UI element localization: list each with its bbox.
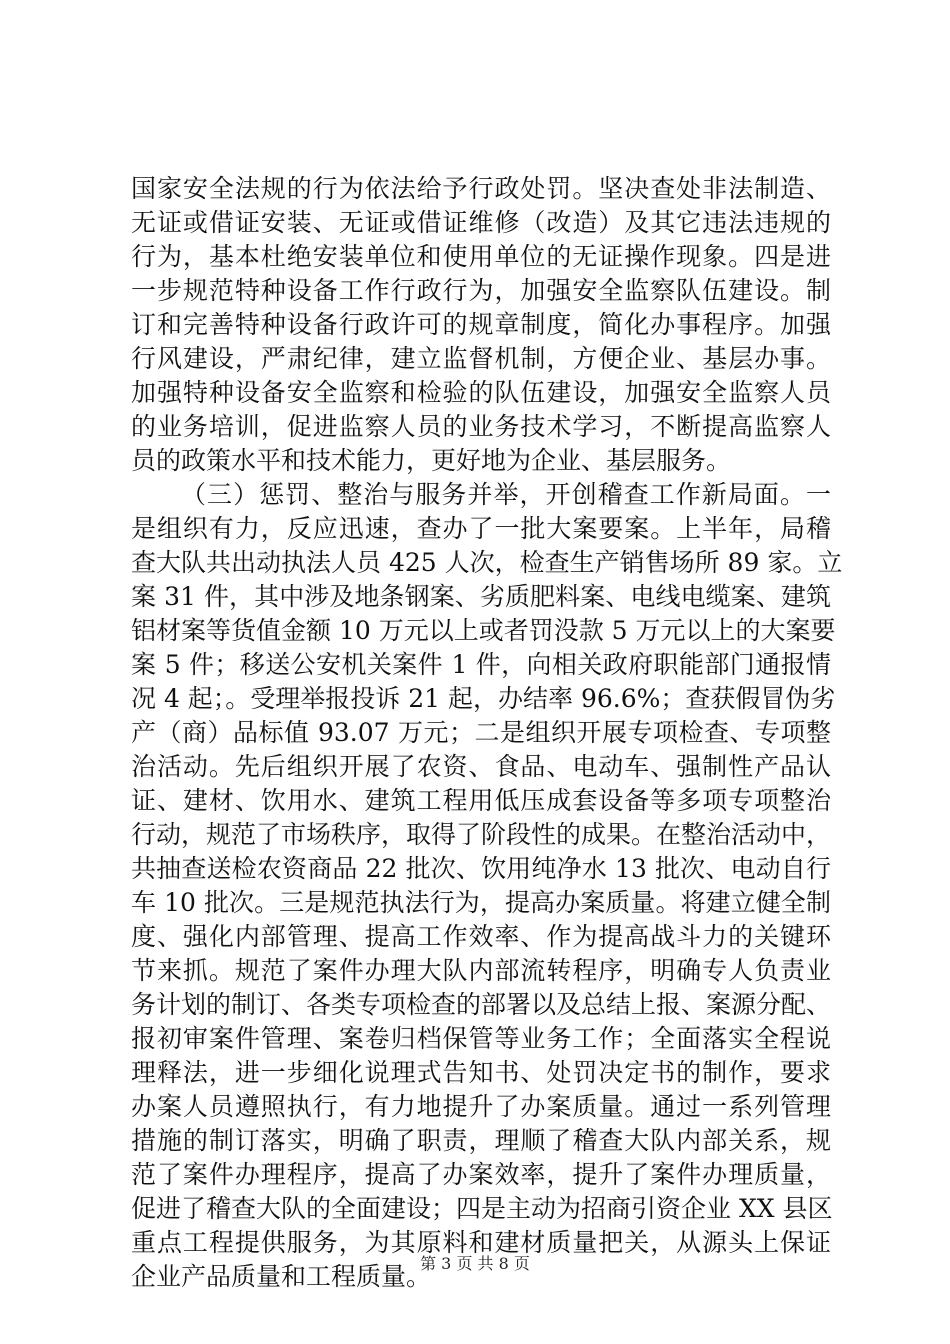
text-line: 况 4 起；。受理举报投诉 21 起，办结率 96.6%；查获假冒伪劣 — [131, 684, 836, 713]
text-line: 行为，基本杜绝安装单位和使用单位的无证操作现象。四是进 — [131, 242, 831, 271]
text-line: 节来抓。规范了案件办理大队内部流转程序，明确专人负责业 — [131, 956, 831, 985]
text-line: 治活动。先后组织开展了农资、食品、电动车、强制性产品认 — [131, 752, 831, 781]
text-line: 员的政策水平和技术能力，更好地为企业、基层服务。 — [131, 446, 732, 475]
text-line: 促进了稽查大队的全面建设；四是主动为招商引资企业 XX 县区 — [131, 1194, 833, 1223]
text-line: 案 31 件，其中涉及地条钢案、劣质肥料案、电线电缆案、建筑 — [131, 582, 831, 611]
text-line: 务计划的制订、各类专项检查的部署以及总结上报、案源分配、 — [131, 990, 832, 1019]
text-line: 的业务培训，促进监察人员的业务技术学习，不断提高监察人 — [131, 412, 831, 441]
text-line: 措施的制订落实，明确了职责，理顺了稽查大队内部关系，规 — [131, 1126, 831, 1155]
text-line: 铝材案等货值金额 10 万元以上或者罚没款 5 万元以上的大案要 — [131, 616, 836, 645]
text-line: 一步规范特种设备工作行政行为，加强安全监察队伍建设。制 — [131, 276, 831, 305]
text-line: 共抽查送检农资商品 22 批次、饮用纯净水 13 批次、电动自行 — [131, 854, 831, 883]
text-line: 度、强化内部管理、提高工作效率、作为提高战斗力的关键环 — [131, 922, 831, 951]
page-footer: 第 3 页 共 8 页 — [420, 1254, 530, 1273]
text-line: 行动，规范了市场秩序，取得了阶段性的成果。在整治活动中， — [131, 820, 832, 849]
text-line: 企业产品质量和工程质量。 — [131, 1262, 432, 1291]
text-line: 重点工程提供服务，为其原料和建材质量把关，从源头上保证 — [131, 1228, 831, 1257]
text-line: 案 5 件；移送公安机关案件 1 件，向相关政府职能部门通报情 — [131, 650, 831, 679]
text-line: 证、建材、饮用水、建筑工程用低压成套设备等多项专项整治 — [131, 786, 831, 815]
text-line: 查大队共出动执法人员 425 人次，检查生产销售场所 89 家。立 — [131, 548, 843, 577]
text-line: 办案人员遵照执行，有力地提升了办案质量。通过一系列管理 — [131, 1092, 831, 1121]
text-line: 无证或借证安装、无证或借证维修（改造）及其它违法违规的 — [131, 208, 831, 237]
text-line: 产（商）品标值 93.07 万元；二是组织开展专项检查、专项整 — [131, 718, 831, 747]
text-line: 加强特种设备安全监察和检验的队伍建设，加强安全监察人员 — [131, 378, 831, 407]
text-line: 报初审案件管理、案卷归档保管等业务工作；全面落实全程说 — [131, 1024, 831, 1053]
text-line: 范了案件办理程序，提高了办案效率，提升了案件办理质量， — [131, 1160, 831, 1189]
document-body — [131, 172, 843, 1294]
text-line: 国家安全法规的行为依法给予行政处罚。坚决查处非法制造、 — [131, 174, 831, 203]
text-line: （三）惩罚、整治与服务并举，开创稽查工作新局面。一 — [181, 480, 831, 509]
text-line: 是组织有力，反应迅速，查办了一批大案要案。上半年，局稽 — [131, 514, 831, 543]
text-line: 行风建设，严肃纪律，建立监督机制，方便企业、基层办事。 — [131, 344, 831, 373]
text-line: 车 10 批次。三是规范执法行为，提高办案质量。将建立健全制 — [131, 888, 831, 917]
text-line: 订和完善特种设备行政许可的规章制度，简化办事程序。加强 — [131, 310, 831, 339]
text-line: 理释法，进一步细化说理式告知书、处罚决定书的制作，要求 — [131, 1058, 831, 1087]
